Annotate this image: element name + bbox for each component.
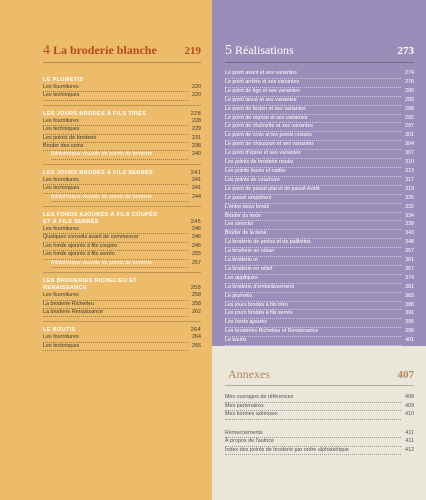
toc-section-page: 245 [190,219,201,226]
toc-entry [225,150,414,159]
toc-entry-visual-library [43,151,201,159]
toc-entry [43,334,201,342]
toc-entry-label: La broderie au ruban [225,248,401,257]
toc-entry-label: Les smocks [225,221,401,230]
toc-section-title: LES BRODERIES RICHELIEU ET RENAISSANCE [43,278,137,292]
toc-entry-label: Les points de couchure [225,177,401,186]
toc-entry-page: 343 [405,230,414,237]
toc-section-title: LE PLUMETIS [43,77,84,83]
toc-entry-label: Les broderies Richelieu et Renaissance [225,328,401,337]
toc-section-page: 264 [190,327,201,334]
toc-entry [225,221,414,230]
toc-section-page: 258 [190,285,201,292]
toc-entry [225,293,414,302]
toc-entry [43,177,201,185]
toc-entry-page: 255 [192,251,201,258]
toc-entry [225,168,414,177]
toc-section [43,105,201,160]
toc-entry-label: Les points tissés et nattés [225,168,401,177]
toc-entry-label: Le boutis [225,337,401,346]
chapter-4-title: La broderie blanche [53,43,157,57]
toc-entry-page: 246 [192,234,201,241]
chapter-5-page: 273 [397,45,414,57]
toc-entry-label: Le point de chausson et ses variantes [225,141,401,150]
toc-entry-label: Bibliothèque visuelle de points de broderie [51,194,188,202]
toc-entry-label: Les techniques [43,185,188,193]
toc-entry-label: Quelques conseils avant de commencer [43,234,188,242]
toc-entry-label: Broder des coins [43,143,188,151]
toc-entry [225,79,414,88]
toc-entry-label: Remerciements [225,430,401,439]
toc-entry [225,159,414,168]
toc-entry-page: 383 [405,292,414,299]
toc-entry-page: 348 [405,239,414,246]
toc-section-heading [43,77,201,84]
chapter-4-page: 219 [184,45,201,57]
toc-entry [225,302,414,311]
toc-entry-page: 288 [405,105,414,112]
toc-entry-page: 317 [405,176,414,183]
annexes-panel [212,346,426,500]
toc-entry [43,251,201,259]
toc-entry-page: 229 [192,126,201,133]
annexes-group-1 [225,394,414,420]
toc-entry-label: Broder de la laine [225,230,401,239]
toc-section-page: 241 [190,169,201,176]
toc-entry-label: Mes partenaires [225,403,401,412]
toc-entry-label: À propos de l'autrice [225,438,401,447]
toc-entry-page: 367 [405,265,414,272]
toc-entry [225,403,414,412]
toc-entry-page: 391 [405,310,414,317]
toc-section [43,206,201,268]
toc-entry [43,135,201,143]
toc-entry [225,266,414,275]
chapter-5-list [225,70,414,346]
toc-entry-label: Les points de broderie [43,135,188,143]
toc-entry-page: 399 [405,328,414,335]
toc-entry-label: Bibliothèque visuelle de points de broderie [51,151,188,159]
toc-entry-label: Les techniques [43,126,188,134]
toc-entry [43,84,201,92]
toc-entry-page: 301 [405,132,414,139]
toc-entry [43,309,201,317]
toc-entry [225,248,414,257]
toc-entry [225,337,414,346]
toc-entry-page: 264 [192,334,201,341]
toc-entry-label: L'entre-deux brodé [225,204,401,213]
toc-entry-label: Les fonds ajourés [225,319,401,328]
toc-entry [225,88,414,97]
toc-entry [225,186,414,195]
toc-entry [225,239,414,248]
toc-entry-label: Les techniques [43,92,188,100]
toc-entry-label: La broderie or [225,257,401,266]
toc-entry-label: Le point de passé plat et de passé évidé [225,186,401,195]
toc-entry-page: 258 [192,292,201,299]
chapter-5-number: 5 [225,43,232,58]
toc-section-title: LE BOUTIS [43,327,76,334]
toc-entry-page: 241 [192,185,201,192]
annexes-spacer [225,420,414,430]
toc-section-heading [43,170,201,177]
toc-entry [225,70,414,79]
toc-entry [225,394,414,403]
toc-entry [225,115,414,124]
toc-entry-label: Les techniques [43,343,188,351]
toc-entry-page: 313 [405,167,414,174]
toc-entry-page: 231 [192,134,201,141]
chapter-5-title: Réalisations [235,43,294,57]
toc-entry-label: Le plumetis [225,293,401,302]
chapter-4-number: 4 [43,43,50,58]
toc-entry [43,292,201,300]
toc-entry [225,319,414,328]
toc-entry-label: Les fournitures [43,177,188,185]
toc-entry-label: Mes bonnes adresses [225,411,401,420]
toc-entry-label: La broderie Renaissance [43,309,188,317]
toc-entry-page: 374 [405,274,414,281]
toc-section-heading [43,327,201,334]
toc-entry-page: 361 [405,257,414,264]
toc-entry [225,132,414,141]
toc-entry-visual-library [43,194,201,202]
toc-entry-label: Le point lancé et ses variantes [225,97,401,106]
toc-entry [225,106,414,115]
toc-entry [225,257,414,266]
toc-entry-page: 246 [192,242,201,249]
toc-entry-page: 297 [405,123,414,130]
toc-entry-label: Le passé empiétant [225,195,401,204]
toc-entry-label: Les appliqués [225,275,401,284]
toc-entry [43,226,201,234]
toc-entry [43,118,201,126]
toc-entry [225,284,414,293]
toc-entry-label: Le point de chaînette et ses variantes [225,123,401,132]
chapter-4-heading [43,43,201,63]
toc-entry-label: Les fournitures [43,292,188,300]
toc-entry-label: Les fournitures [43,84,188,92]
toc-entry-page: 395 [405,319,414,326]
toc-entry-label: Le point d'épine et ses variantes [225,150,401,159]
toc-entry-page: 220 [192,84,201,90]
toc-section [43,272,201,317]
toc-entry [225,430,414,439]
toc-entry-page: 266 [192,342,201,349]
toc-entry-label: Les fournitures [43,226,188,234]
toc-entry [43,143,201,151]
toc-entry-label: Les fournitures [43,334,188,342]
toc-entry-label: Le point de feston et ses variantes [225,106,401,115]
toc-entry [225,230,414,239]
toc-entry-label: La broderie en relief [225,266,401,275]
toc-entry-page: 381 [405,283,414,290]
toc-entry-page: 388 [405,301,414,308]
toc-entry [225,310,414,319]
toc-section-heading [43,278,201,292]
toc-entry-page: 283 [405,96,414,103]
toc-entry-label: Les jours brodés à fils tirés [225,302,401,311]
toc-entry-label: Index des points de broderie par ordre alphabétique [225,447,401,456]
toc-entry-label: Bibliothèque visuelle de points de broderie [51,260,188,268]
toc-entry-label: Les fonds ajourés à fils serrés [43,251,188,259]
toc-entry-page: 411 [405,429,414,436]
toc-entry-page: 257 [192,259,201,266]
toc-entry-page: 246 [192,226,201,233]
toc-entry [225,195,414,204]
toc-section-title: LES FONDS AJOURÉS À FILS COUPÉS ET À FILS SERRÉS [43,212,158,226]
toc-entry-label: Mes ouvrages de références [225,394,401,403]
toc-entry-label: Les fournitures [43,118,188,126]
toc-entry-page: 332 [405,203,414,210]
toc-entry [225,123,414,132]
annexes-group-2 [225,430,414,456]
toc-entry-label: Les fonds ajourés à fils coupés [43,243,188,251]
toc-section-title: LES JOURS BRODÉS À FILS SERRÉS [43,169,154,176]
toc-entry [225,204,414,213]
toc-entry [225,438,414,447]
toc-section-heading [43,212,201,226]
toc-entry-label: Les points de broderie noués [225,159,401,168]
toc-entry-page: 244 [192,193,201,200]
toc-entry-page: 401 [405,337,414,344]
toc-entry [43,92,201,100]
toc-entry-page: 280 [405,87,414,94]
toc-entry-page: 334 [405,212,414,219]
toc-entry [43,126,201,134]
toc-entry [43,243,201,251]
toc-entry-page: 220 [192,92,201,99]
toc-entry-page: 274 [405,70,414,76]
toc-entry [225,213,414,222]
toc-entry-label: Le point de reprise et ses variantes [225,115,401,124]
toc-entry-visual-library [43,260,201,268]
toc-entry-page: 238 [192,143,201,150]
toc-entry [225,177,414,186]
toc-entry-label: Le point de croix et les points croisés [225,132,401,141]
toc-entry-label: La broderie d'embellissement [225,284,401,293]
toc-entry [43,234,201,242]
toc-entry [225,275,414,284]
toc-entry-label: Le point avant et ses variantes [225,70,401,79]
toc-entry-page: 262 [192,308,201,315]
toc-entry-label: Le point de tige et ses variantes [225,88,401,97]
toc-section-title: LES JOURS BRODÉS À FILS TIRÉS [43,110,147,117]
chapter-4-sections [43,72,201,351]
toc-entry-page: 292 [405,114,414,121]
toc-entry-page: 410 [405,411,414,417]
toc-section-heading [43,111,201,118]
toc-entry-page: 412 [405,446,414,453]
toc-section [43,164,201,202]
toc-section [43,321,201,351]
toc-entry-page: 276 [405,78,414,85]
toc-entry [43,343,201,351]
toc-entry-page: 241 [192,176,201,183]
toc-entry [43,185,201,193]
toc-entry-page: 307 [405,150,414,157]
annexes-heading [225,367,414,386]
toc-entry [225,141,414,150]
toc-entry-label: Le point arrière et ses variantes [225,79,401,88]
toc-entry-page: 304 [405,141,414,148]
chapter-4-panel [0,0,212,500]
toc-entry-page: 258 [192,300,201,307]
chapter-5-panel [212,0,426,346]
chapter-5-heading [225,43,414,63]
toc-entry-page: 409 [405,402,414,409]
toc-entry-page: 408 [405,394,414,400]
toc-entry-label: Les jours brodés à fils serrés [225,310,401,319]
toc-section-page: 228 [190,110,201,117]
toc-entry-label: La broderie de perles et de paillettes [225,239,401,248]
toc-entry-label: Broder du texte [225,213,401,222]
toc-entry-page: 228 [192,117,201,124]
toc-entry-page: 325 [405,194,414,201]
toc-entry-page: 240 [192,151,201,158]
toc-entry-page: 338 [405,221,414,228]
toc-entry [225,328,414,337]
toc-entry-page: 310 [405,159,414,166]
toc-entry-page: 411 [405,438,414,444]
toc-entry-page: 319 [405,185,414,192]
toc-entry-label: La broderie Richelieu [43,301,188,309]
annexes-title: Annexes [228,367,270,381]
toc-entry [43,301,201,309]
toc-entry [225,97,414,106]
annexes-page: 407 [397,369,414,381]
toc-section [43,72,201,101]
toc-entry [225,447,414,456]
toc-entry-page: 357 [405,248,414,255]
toc-entry [225,411,414,420]
